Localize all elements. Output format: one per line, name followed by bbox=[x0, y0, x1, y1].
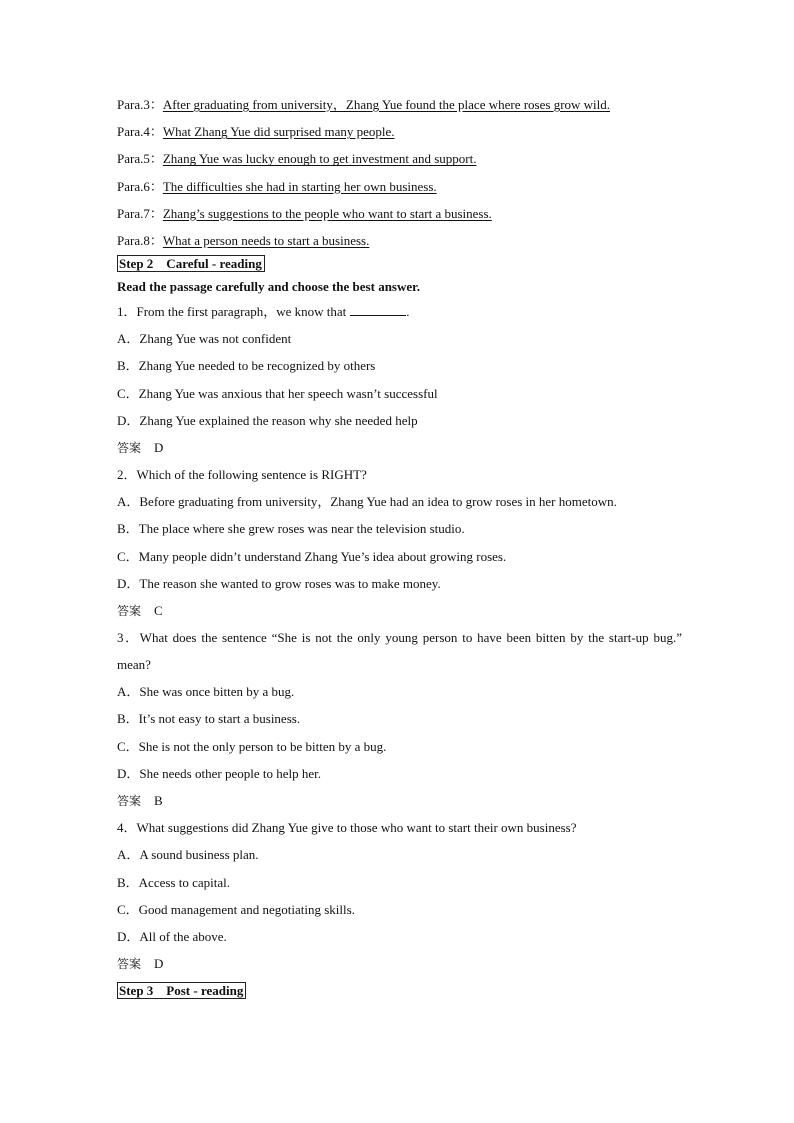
answer-label: 答案 bbox=[117, 604, 142, 618]
question-stem-text: 1．From the first paragraph，we know that bbox=[117, 303, 347, 319]
summary-para6 bbox=[117, 178, 682, 195]
question-3-option-a: A．She was once bitten by a bug. bbox=[117, 684, 295, 700]
answer-value: C bbox=[154, 603, 163, 618]
answer-label: 答案 bbox=[117, 440, 142, 455]
question-3-answer bbox=[117, 792, 682, 809]
para-label: Para.7： bbox=[117, 205, 163, 221]
summary-para7 bbox=[117, 205, 682, 222]
answer-value: B bbox=[154, 792, 163, 808]
step2-heading: Step 2 Careful - reading bbox=[117, 255, 265, 272]
summary-para5 bbox=[117, 150, 682, 167]
summary-para3 bbox=[117, 96, 682, 113]
question-2-answer bbox=[117, 602, 682, 619]
question-3-stem: 3．What does the sentence “She is not the only young person to have been bitten by the start-up bug.” mean? bbox=[117, 630, 682, 673]
question-1-option-d: D．Zhang Yue explained the reason why she needed help bbox=[117, 412, 418, 428]
para-summary: What Zhang Yue did surprised many people. bbox=[162, 124, 395, 140]
para-label: Para.5： bbox=[117, 151, 163, 167]
para-label: Para.3： bbox=[117, 97, 163, 112]
answer-value: D bbox=[154, 956, 164, 972]
para-summary: What a person needs to start a business. bbox=[162, 232, 370, 248]
step2-heading-row bbox=[117, 255, 682, 272]
para-summary: Zhang’s suggestions to the people who want to start a business. bbox=[162, 205, 492, 221]
para-summary: After graduating from university，Zhang Yue found the place where roses grow wild. bbox=[162, 97, 611, 112]
step3-heading: Step 3 Post - reading bbox=[117, 982, 246, 999]
question-1-option-c: C．Zhang Yue was anxious that her speech wasn’t successful bbox=[117, 385, 438, 401]
question-4-option-d: D．All of the above. bbox=[117, 928, 227, 944]
step3-heading-row bbox=[117, 982, 682, 999]
question-2-option-c: C．Many people didn’t understand Zhang Yue’s idea about growing roses. bbox=[117, 548, 507, 564]
question-4-option-a: A．A sound business plan. bbox=[117, 847, 259, 863]
question-3-option-c: C．She is not the only person to be bitten by a bug. bbox=[117, 738, 387, 754]
question-4-stem: 4．What suggestions did Zhang Yue give to those who want to start their own business? bbox=[117, 820, 577, 836]
answer-value: D bbox=[154, 439, 164, 455]
para-summary: Zhang Yue was lucky enough to get investment and support. bbox=[162, 151, 477, 167]
question-3-option-b: B．It’s not easy to start a business. bbox=[117, 711, 301, 727]
question-4-option-b: B．Access to capital. bbox=[117, 874, 230, 890]
answer-label: 答案 bbox=[117, 793, 142, 808]
question-1-answer bbox=[117, 439, 682, 456]
answer-label: 答案 bbox=[117, 957, 142, 972]
question-4-option-c: C．Good management and negotiating skills. bbox=[117, 901, 355, 917]
document-page bbox=[117, 96, 682, 1009]
question-2-option-a: A．Before graduating from university，Zhang Yue had an idea to grow roses in her hometown. bbox=[117, 494, 617, 510]
question-1-stem bbox=[117, 303, 682, 320]
question-1-option-b: B．Zhang Yue needed to be recognized by others bbox=[117, 358, 376, 374]
question-2-option-d: D．The reason she wanted to grow roses was to make money. bbox=[117, 575, 441, 591]
answer-blank bbox=[350, 303, 406, 316]
step2-instruction: Read the passage carefully and choose the best answer. bbox=[117, 278, 420, 294]
para-label: Para.8： bbox=[117, 232, 163, 248]
question-2-stem: 2．Which of the following sentence is RIGHT? bbox=[117, 467, 367, 483]
para-summary: The difficulties she had in starting her own business. bbox=[162, 178, 437, 194]
question-1-option-a: A．Zhang Yue was not confident bbox=[117, 331, 292, 347]
stem-end: . bbox=[406, 303, 410, 319]
question-4-answer bbox=[117, 955, 682, 972]
summary-para4 bbox=[117, 123, 682, 140]
summary-para8 bbox=[117, 232, 682, 249]
para-label: Para.4： bbox=[117, 124, 163, 140]
question-3-option-d: D．She needs other people to help her. bbox=[117, 765, 321, 781]
question-2-option-b: B．The place where she grew roses was near the television studio. bbox=[117, 521, 465, 537]
para-label: Para.6： bbox=[117, 178, 163, 194]
